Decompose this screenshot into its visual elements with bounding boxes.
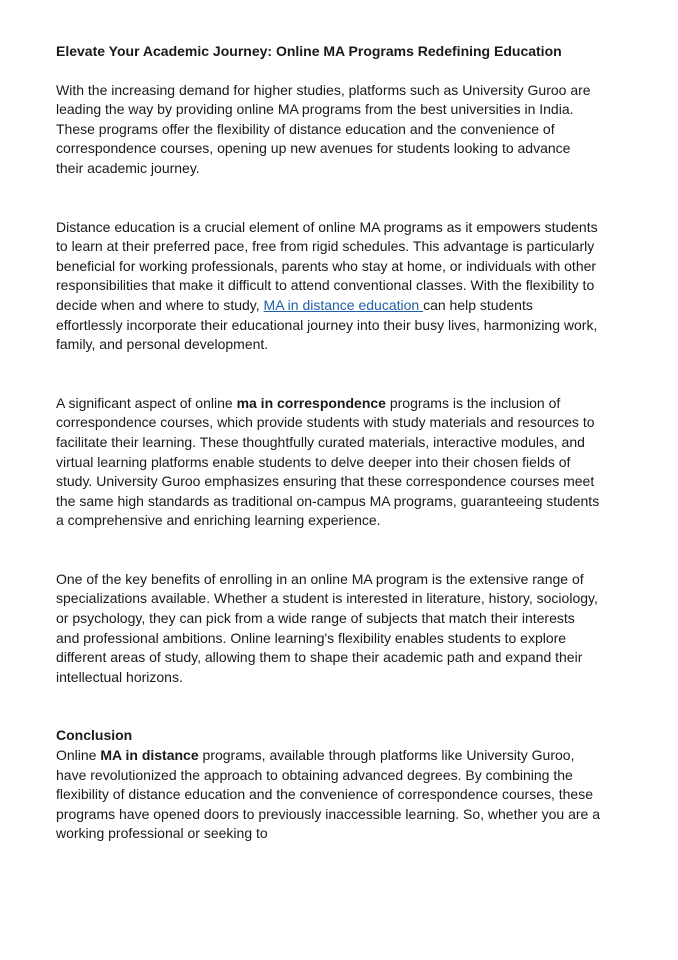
document-title: Elevate Your Academic Journey: Online MA Programs Redefining Education [56, 43, 562, 59]
paragraph-text: programs is the inclusion of correspondence courses, which provide students with study materials and resources to facilitate their learning. These thoughtfully curated materials, interactive modules, and virtual learning platforms enable students to delve deeper into their chosen fields of study. University Guroo emphasizes ensuring that these correspondence courses meet the same high standards as traditional on-campus MA programs, guaranteeing students a comprehensive and enriching learning experience. [56, 394, 600, 529]
ma-in-distance-education-link[interactable]: MA in distance education [263, 296, 424, 313]
paragraph-intro: With the increasing demand for higher studies, platforms such as University Guroo are leading the way by providing online MA programs from the best universities in India. These programs offer the flexibility of distance education and the convenience of correspondence courses, opening up new avenues for students looking to advance their academic journey. [56, 81, 591, 176]
paragraph-specializations: One of the key benefits of enrolling in an online MA program is the extensive range of specializations available. Whether a student is interested in literature, history, sociology, or psychology, they can pick from a wide range of subjects that match their interests and professional ambitions. Online learning's flexibility enables students to explore different areas of study, allowing them to shape their academic path and expand their intellectual horizons. [56, 570, 598, 685]
paragraph-distance-education [56, 218, 601, 355]
paragraph-conclusion [56, 746, 601, 844]
bold-keyword: ma in correspondence [236, 394, 386, 411]
document-page [56, 42, 601, 844]
paragraph-text: A significant aspect of online [56, 394, 237, 411]
paragraph-text: can help students effortlessly incorporate their educational journey into their busy lives, harmonizing work, family, and personal development. [56, 296, 598, 353]
paragraph-text: Online [56, 747, 101, 764]
conclusion-heading: Conclusion [56, 727, 133, 744]
paragraph-correspondence [56, 394, 601, 531]
paragraph-text: programs, available through platforms like University Guroo, have revolutionized the approach to obtaining advanced degrees. By combining the flexibility of distance education and the convenience of correspondence courses, these programs have opened doors to previously inaccessible learning. So, whether you are a working professional or seeking to [56, 747, 600, 842]
bold-keyword: MA in distance [100, 747, 199, 764]
paragraph-text: Distance education is a crucial element of online MA programs as it empowers students to learn at their preferred pace, free from rigid schedules. This advantage is particularly beneficial for working professionals, parents who stay at home, or individuals with other responsibilities that make it difficult to attend conventional classes. With the flexibility to decide when and where to study, [56, 218, 598, 313]
